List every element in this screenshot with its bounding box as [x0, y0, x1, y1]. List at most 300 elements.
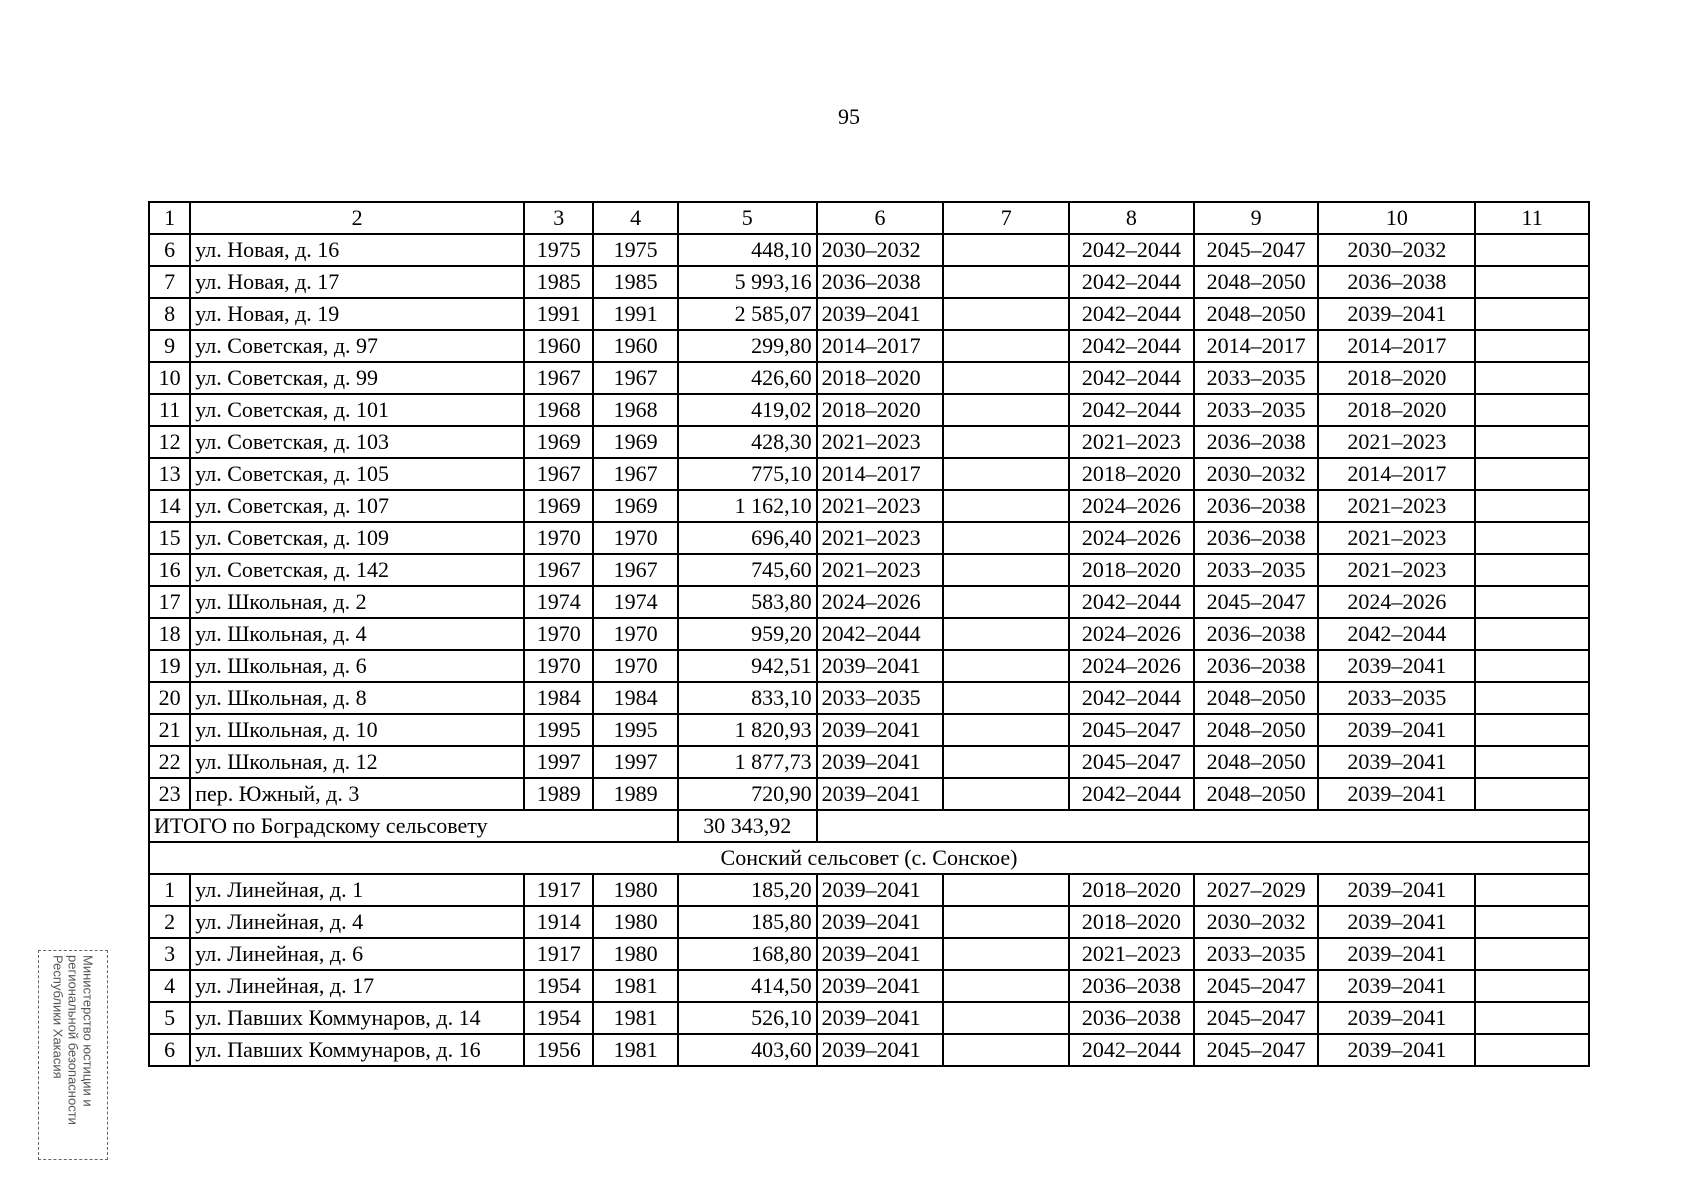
stamp-line: региональной безопасности — [65, 955, 81, 1125]
table-row — [149, 234, 1589, 266]
col6-period-cell: 2036–2038 — [817, 266, 944, 298]
row-number-cell: 8 — [149, 298, 190, 330]
column-header: 2 — [190, 202, 524, 234]
total-label: ИТОГО по Боградскому сельсовету — [149, 810, 678, 842]
col11-cell — [1475, 1034, 1589, 1066]
col10-period-cell: 2042–2044 — [1318, 618, 1475, 650]
year-built-cell: 1969 — [524, 490, 593, 522]
table-row — [149, 1002, 1589, 1034]
table-row — [149, 746, 1589, 778]
column-header: 1 — [149, 202, 190, 234]
area-cell: 403,60 — [678, 1034, 817, 1066]
address-cell: ул. Линейная, д. 17 — [190, 970, 524, 1002]
col11-cell — [1475, 778, 1589, 810]
header-row — [149, 202, 1589, 234]
col10-period-cell: 2039–2041 — [1318, 874, 1475, 906]
col6-period-cell: 2014–2017 — [817, 330, 944, 362]
year-built-cell: 1917 — [524, 874, 593, 906]
col9-period-cell: 2045–2047 — [1194, 970, 1319, 1002]
col9-period-cell: 2033–2035 — [1194, 362, 1319, 394]
address-cell: ул. Школьная, д. 2 — [190, 586, 524, 618]
col7-cell — [943, 586, 1069, 618]
row-number-cell: 4 — [149, 970, 190, 1002]
col10-period-cell: 2039–2041 — [1318, 714, 1475, 746]
row-number-cell: 21 — [149, 714, 190, 746]
col10-period-cell: 2021–2023 — [1318, 554, 1475, 586]
area-cell: 5 993,16 — [678, 266, 817, 298]
area-cell: 419,02 — [678, 394, 817, 426]
sonsky-rows — [149, 874, 1589, 1066]
row-number-cell: 19 — [149, 650, 190, 682]
col9-period-cell: 2048–2050 — [1194, 298, 1319, 330]
row-number-cell: 23 — [149, 778, 190, 810]
address-cell: ул. Школьная, д. 6 — [190, 650, 524, 682]
row-number-cell: 16 — [149, 554, 190, 586]
year-commissioned-cell: 1970 — [593, 650, 677, 682]
year-commissioned-cell: 1981 — [593, 1034, 677, 1066]
col11-cell — [1475, 298, 1589, 330]
area-cell: 168,80 — [678, 938, 817, 970]
col10-period-cell: 2021–2023 — [1318, 490, 1475, 522]
col11-cell — [1475, 266, 1589, 298]
address-cell: ул. Советская, д. 103 — [190, 426, 524, 458]
table-row — [149, 458, 1589, 490]
year-built-cell: 1967 — [524, 554, 593, 586]
address-cell: ул. Линейная, д. 4 — [190, 906, 524, 938]
col11-cell — [1475, 522, 1589, 554]
year-commissioned-cell: 1975 — [593, 234, 677, 266]
row-number-cell: 13 — [149, 458, 190, 490]
area-cell: 583,80 — [678, 586, 817, 618]
year-built-cell: 1995 — [524, 714, 593, 746]
column-header: 5 — [678, 202, 817, 234]
col8-period-cell: 2042–2044 — [1069, 586, 1194, 618]
col8-period-cell: 2042–2044 — [1069, 394, 1194, 426]
year-commissioned-cell: 1980 — [593, 906, 677, 938]
year-built-cell: 1970 — [524, 618, 593, 650]
col6-period-cell: 2039–2041 — [817, 778, 944, 810]
total-row — [149, 810, 1589, 842]
col9-period-cell: 2045–2047 — [1194, 1034, 1319, 1066]
address-cell: ул. Советская, д. 107 — [190, 490, 524, 522]
col6-period-cell: 2024–2026 — [817, 586, 944, 618]
area-cell: 2 585,07 — [678, 298, 817, 330]
col11-cell — [1475, 970, 1589, 1002]
year-commissioned-cell: 1984 — [593, 682, 677, 714]
col8-period-cell: 2021–2023 — [1069, 426, 1194, 458]
area-cell: 414,50 — [678, 970, 817, 1002]
address-cell: ул. Советская, д. 109 — [190, 522, 524, 554]
year-commissioned-cell: 1970 — [593, 618, 677, 650]
year-built-cell: 1969 — [524, 426, 593, 458]
year-commissioned-cell: 1989 — [593, 778, 677, 810]
area-cell: 745,60 — [678, 554, 817, 586]
row-number-cell: 6 — [149, 1034, 190, 1066]
area-cell: 775,10 — [678, 458, 817, 490]
registry-stamp — [38, 950, 108, 1160]
col11-cell — [1475, 906, 1589, 938]
col7-cell — [943, 522, 1069, 554]
col7-cell — [943, 874, 1069, 906]
col7-cell — [943, 906, 1069, 938]
row-number-cell: 15 — [149, 522, 190, 554]
col6-period-cell: 2042–2044 — [817, 618, 944, 650]
total-block — [149, 810, 1589, 874]
address-cell: ул. Линейная, д. 6 — [190, 938, 524, 970]
col8-period-cell: 2042–2044 — [1069, 778, 1194, 810]
col10-period-cell: 2039–2041 — [1318, 1002, 1475, 1034]
col11-cell — [1475, 714, 1589, 746]
area-cell: 448,10 — [678, 234, 817, 266]
col10-period-cell: 2039–2041 — [1318, 1034, 1475, 1066]
column-header: 6 — [817, 202, 944, 234]
address-cell: ул. Школьная, д. 4 — [190, 618, 524, 650]
col11-cell — [1475, 362, 1589, 394]
row-number-cell: 9 — [149, 330, 190, 362]
col9-period-cell: 2048–2050 — [1194, 682, 1319, 714]
bogradsky-rows — [149, 234, 1589, 810]
col9-period-cell: 2036–2038 — [1194, 522, 1319, 554]
stamp-text — [51, 955, 96, 1155]
col10-period-cell: 2024–2026 — [1318, 586, 1475, 618]
table-row — [149, 298, 1589, 330]
col10-period-cell: 2014–2017 — [1318, 330, 1475, 362]
row-number-cell: 18 — [149, 618, 190, 650]
col11-cell — [1475, 458, 1589, 490]
col8-period-cell: 2018–2020 — [1069, 906, 1194, 938]
col10-period-cell: 2030–2032 — [1318, 234, 1475, 266]
col8-period-cell: 2036–2038 — [1069, 1002, 1194, 1034]
stamp-line: Республики Хакасия — [50, 955, 66, 1079]
address-cell: ул. Линейная, д. 1 — [190, 874, 524, 906]
col9-period-cell: 2033–2035 — [1194, 938, 1319, 970]
table-row — [149, 650, 1589, 682]
col9-period-cell: 2014–2017 — [1194, 330, 1319, 362]
col8-period-cell: 2036–2038 — [1069, 970, 1194, 1002]
year-commissioned-cell: 1974 — [593, 586, 677, 618]
column-header: 3 — [524, 202, 593, 234]
col6-period-cell: 2021–2023 — [817, 554, 944, 586]
col6-period-cell: 2039–2041 — [817, 1034, 944, 1066]
row-number-cell: 1 — [149, 874, 190, 906]
table-row — [149, 874, 1589, 906]
table-row — [149, 266, 1589, 298]
year-commissioned-cell: 1985 — [593, 266, 677, 298]
column-header: 9 — [1194, 202, 1319, 234]
table-row — [149, 1034, 1589, 1066]
column-header: 4 — [593, 202, 677, 234]
col7-cell — [943, 554, 1069, 586]
col8-period-cell: 2042–2044 — [1069, 234, 1194, 266]
area-cell: 1 820,93 — [678, 714, 817, 746]
row-number-cell: 5 — [149, 1002, 190, 1034]
col8-period-cell: 2024–2026 — [1069, 490, 1194, 522]
year-commissioned-cell: 1968 — [593, 394, 677, 426]
address-cell: ул. Новая, д. 16 — [190, 234, 524, 266]
row-number-cell: 6 — [149, 234, 190, 266]
address-cell: ул. Советская, д. 97 — [190, 330, 524, 362]
col10-period-cell: 2039–2041 — [1318, 778, 1475, 810]
row-number-cell: 17 — [149, 586, 190, 618]
year-built-cell: 1974 — [524, 586, 593, 618]
col7-cell — [943, 394, 1069, 426]
address-cell: пер. Южный, д. 3 — [190, 778, 524, 810]
column-header: 10 — [1318, 202, 1475, 234]
column-header: 7 — [943, 202, 1069, 234]
col8-period-cell: 2021–2023 — [1069, 938, 1194, 970]
col11-cell — [1475, 426, 1589, 458]
year-commissioned-cell: 1997 — [593, 746, 677, 778]
col9-period-cell: 2036–2038 — [1194, 426, 1319, 458]
col6-period-cell: 2039–2041 — [817, 714, 944, 746]
col11-cell — [1475, 618, 1589, 650]
table-row — [149, 778, 1589, 810]
table-row — [149, 938, 1589, 970]
area-cell: 185,80 — [678, 906, 817, 938]
col8-period-cell: 2018–2020 — [1069, 874, 1194, 906]
col9-period-cell: 2036–2038 — [1194, 650, 1319, 682]
year-built-cell: 1989 — [524, 778, 593, 810]
col6-period-cell: 2039–2041 — [817, 746, 944, 778]
col10-period-cell: 2018–2020 — [1318, 362, 1475, 394]
row-number-cell: 12 — [149, 426, 190, 458]
address-cell: ул. Павших Коммунаров, д. 16 — [190, 1034, 524, 1066]
col7-cell — [943, 426, 1069, 458]
col7-cell — [943, 458, 1069, 490]
col8-period-cell: 2024–2026 — [1069, 650, 1194, 682]
col6-period-cell: 2039–2041 — [817, 650, 944, 682]
area-cell: 299,80 — [678, 330, 817, 362]
table-row — [149, 682, 1589, 714]
col6-period-cell: 2039–2041 — [817, 298, 944, 330]
col10-period-cell: 2039–2041 — [1318, 970, 1475, 1002]
col7-cell — [943, 682, 1069, 714]
col8-period-cell: 2042–2044 — [1069, 362, 1194, 394]
col10-period-cell: 2039–2041 — [1318, 906, 1475, 938]
address-cell: ул. Школьная, д. 8 — [190, 682, 524, 714]
year-built-cell: 1954 — [524, 1002, 593, 1034]
col10-period-cell: 2018–2020 — [1318, 394, 1475, 426]
col11-cell — [1475, 234, 1589, 266]
year-built-cell: 1956 — [524, 1034, 593, 1066]
row-number-cell: 2 — [149, 906, 190, 938]
col9-period-cell: 2045–2047 — [1194, 234, 1319, 266]
col8-period-cell: 2024–2026 — [1069, 522, 1194, 554]
col7-cell — [943, 234, 1069, 266]
col6-period-cell: 2021–2023 — [817, 426, 944, 458]
col6-period-cell: 2018–2020 — [817, 362, 944, 394]
row-number-cell: 7 — [149, 266, 190, 298]
year-built-cell: 1967 — [524, 362, 593, 394]
col6-period-cell: 2021–2023 — [817, 490, 944, 522]
col7-cell — [943, 1002, 1069, 1034]
area-cell: 1 877,73 — [678, 746, 817, 778]
table-row — [149, 586, 1589, 618]
col8-period-cell: 2018–2020 — [1069, 458, 1194, 490]
col11-cell — [1475, 586, 1589, 618]
total-value: 30 343,92 — [678, 810, 817, 842]
col9-period-cell: 2033–2035 — [1194, 394, 1319, 426]
col6-period-cell: 2018–2020 — [817, 394, 944, 426]
col10-period-cell: 2033–2035 — [1318, 682, 1475, 714]
table-row — [149, 618, 1589, 650]
table-row — [149, 394, 1589, 426]
col9-period-cell: 2045–2047 — [1194, 1002, 1319, 1034]
col10-period-cell: 2039–2041 — [1318, 938, 1475, 970]
col7-cell — [943, 298, 1069, 330]
row-number-cell: 10 — [149, 362, 190, 394]
col7-cell — [943, 746, 1069, 778]
area-cell: 1 162,10 — [678, 490, 817, 522]
col7-cell — [943, 490, 1069, 522]
area-cell: 428,30 — [678, 426, 817, 458]
section-row — [149, 842, 1589, 874]
row-number-cell: 11 — [149, 394, 190, 426]
col7-cell — [943, 362, 1069, 394]
table-row — [149, 330, 1589, 362]
year-built-cell: 1970 — [524, 522, 593, 554]
col8-period-cell: 2024–2026 — [1069, 618, 1194, 650]
col7-cell — [943, 714, 1069, 746]
address-cell: ул. Советская, д. 142 — [190, 554, 524, 586]
year-built-cell: 1985 — [524, 266, 593, 298]
housing-registry-table — [148, 201, 1590, 1067]
year-built-cell: 1970 — [524, 650, 593, 682]
address-cell: ул. Школьная, д. 12 — [190, 746, 524, 778]
row-number-cell: 14 — [149, 490, 190, 522]
year-built-cell: 1997 — [524, 746, 593, 778]
year-built-cell: 1991 — [524, 298, 593, 330]
col11-cell — [1475, 554, 1589, 586]
year-commissioned-cell: 1980 — [593, 938, 677, 970]
col9-period-cell: 2036–2038 — [1194, 618, 1319, 650]
col9-period-cell: 2036–2038 — [1194, 490, 1319, 522]
section-title: Сонский сельсовет (с. Сонское) — [149, 842, 1589, 874]
col7-cell — [943, 970, 1069, 1002]
col9-period-cell: 2033–2035 — [1194, 554, 1319, 586]
table-row — [149, 362, 1589, 394]
col7-cell — [943, 938, 1069, 970]
col6-period-cell: 2030–2032 — [817, 234, 944, 266]
address-cell: ул. Советская, д. 101 — [190, 394, 524, 426]
year-built-cell: 1960 — [524, 330, 593, 362]
area-cell: 185,20 — [678, 874, 817, 906]
year-commissioned-cell: 1981 — [593, 970, 677, 1002]
table-row — [149, 906, 1589, 938]
table-row — [149, 522, 1589, 554]
table-row — [149, 970, 1589, 1002]
year-commissioned-cell: 1970 — [593, 522, 677, 554]
column-header: 8 — [1069, 202, 1194, 234]
year-commissioned-cell: 1969 — [593, 426, 677, 458]
area-cell: 833,10 — [678, 682, 817, 714]
col6-period-cell: 2014–2017 — [817, 458, 944, 490]
table-row — [149, 426, 1589, 458]
total-empty — [817, 810, 1589, 842]
year-commissioned-cell: 1980 — [593, 874, 677, 906]
col8-period-cell: 2042–2044 — [1069, 266, 1194, 298]
col11-cell — [1475, 1002, 1589, 1034]
col8-period-cell: 2018–2020 — [1069, 554, 1194, 586]
address-cell: ул. Новая, д. 19 — [190, 298, 524, 330]
row-number-cell: 22 — [149, 746, 190, 778]
col9-period-cell: 2048–2050 — [1194, 746, 1319, 778]
address-cell: ул. Павших Коммунаров, д. 14 — [190, 1002, 524, 1034]
col11-cell — [1475, 394, 1589, 426]
year-built-cell: 1914 — [524, 906, 593, 938]
table-row — [149, 490, 1589, 522]
col9-period-cell: 2048–2050 — [1194, 778, 1319, 810]
year-commissioned-cell: 1969 — [593, 490, 677, 522]
year-commissioned-cell: 1960 — [593, 330, 677, 362]
col10-period-cell: 2014–2017 — [1318, 458, 1475, 490]
year-commissioned-cell: 1967 — [593, 554, 677, 586]
area-cell: 426,60 — [678, 362, 817, 394]
year-built-cell: 1984 — [524, 682, 593, 714]
address-cell: ул. Советская, д. 99 — [190, 362, 524, 394]
col7-cell — [943, 330, 1069, 362]
address-cell: ул. Школьная, д. 10 — [190, 714, 524, 746]
year-commissioned-cell: 1967 — [593, 362, 677, 394]
col7-cell — [943, 1034, 1069, 1066]
area-cell: 526,10 — [678, 1002, 817, 1034]
col8-period-cell: 2042–2044 — [1069, 298, 1194, 330]
year-commissioned-cell: 1991 — [593, 298, 677, 330]
table-row — [149, 554, 1589, 586]
year-built-cell: 1967 — [524, 458, 593, 490]
col8-period-cell: 2042–2044 — [1069, 1034, 1194, 1066]
col9-period-cell: 2030–2032 — [1194, 458, 1319, 490]
row-number-cell: 3 — [149, 938, 190, 970]
col6-period-cell: 2039–2041 — [817, 938, 944, 970]
col7-cell — [943, 266, 1069, 298]
col9-period-cell: 2030–2032 — [1194, 906, 1319, 938]
row-number-cell: 20 — [149, 682, 190, 714]
col11-cell — [1475, 874, 1589, 906]
col10-period-cell: 2036–2038 — [1318, 266, 1475, 298]
col6-period-cell: 2039–2041 — [817, 874, 944, 906]
area-cell: 696,40 — [678, 522, 817, 554]
col9-period-cell: 2027–2029 — [1194, 874, 1319, 906]
col7-cell — [943, 650, 1069, 682]
year-commissioned-cell: 1995 — [593, 714, 677, 746]
area-cell: 942,51 — [678, 650, 817, 682]
col9-period-cell: 2048–2050 — [1194, 714, 1319, 746]
col6-period-cell: 2039–2041 — [817, 970, 944, 1002]
col10-period-cell: 2039–2041 — [1318, 746, 1475, 778]
col10-period-cell: 2021–2023 — [1318, 426, 1475, 458]
col11-cell — [1475, 490, 1589, 522]
col6-period-cell: 2033–2035 — [817, 682, 944, 714]
col11-cell — [1475, 938, 1589, 970]
area-cell: 720,90 — [678, 778, 817, 810]
col6-period-cell: 2039–2041 — [817, 1002, 944, 1034]
year-built-cell: 1917 — [524, 938, 593, 970]
col8-period-cell: 2042–2044 — [1069, 682, 1194, 714]
page-number: 95 — [838, 104, 860, 129]
col9-period-cell: 2045–2047 — [1194, 586, 1319, 618]
year-commissioned-cell: 1981 — [593, 1002, 677, 1034]
year-built-cell: 1975 — [524, 234, 593, 266]
address-cell: ул. Новая, д. 17 — [190, 266, 524, 298]
col8-period-cell: 2045–2047 — [1069, 746, 1194, 778]
year-built-cell: 1954 — [524, 970, 593, 1002]
col9-period-cell: 2048–2050 — [1194, 266, 1319, 298]
year-built-cell: 1968 — [524, 394, 593, 426]
table-row — [149, 714, 1589, 746]
stamp-line: Министерство юстиции и — [80, 955, 96, 1107]
col11-cell — [1475, 650, 1589, 682]
